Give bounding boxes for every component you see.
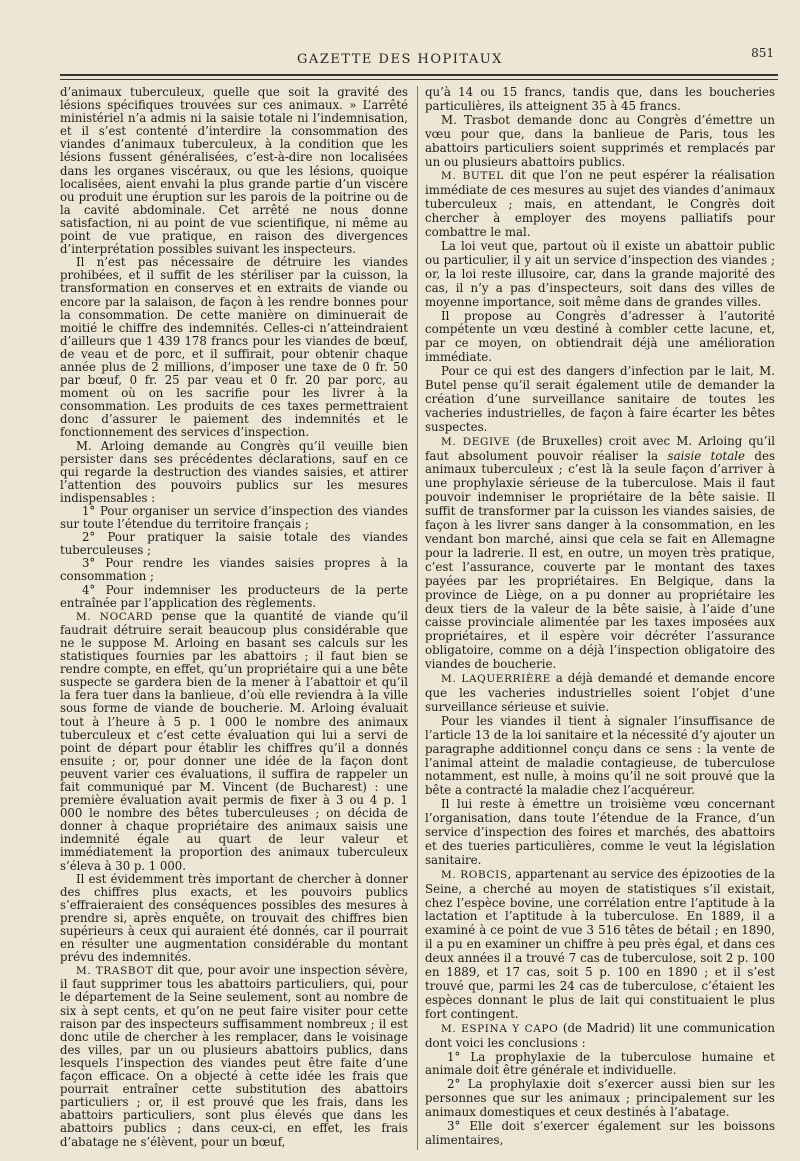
emphasis: saisie totale	[667, 448, 745, 463]
speaker-text: pense que la quantité de viande qu’il faudrait détruire serait beaucoup plus considérable que ne le suppose M. Arloing en basant ses calculs sur les statistiques fournies par les abattoirs ; il faut bien se rendre compte, en effet, qu’un propriétaire qui a une bête suspecte se gardera bien de la mener à l’abattoir et qu’il la fera tuer dans la banlieue, d’où elle reviendra à la ville sous forme de viande de boucherie. M. Arloing évaluait tout à l’heure à 5 p. 1 000 le nombre des animaux tuberculeux et c’est cette évaluation qui lui a servi de point de départ pour établir les chiffres qu’il a donnés ensuite ; or, pour donner une idée de la façon dont peuvent varier ces évaluations, il suffira de rappeler un fait communiqué par M. Vincent (de Bucharest) : une première évaluation avait permis de fixer à 3 ou 4 p. 1 000 le nombre des bêtes tuberculeuses ; on décida de donner à chaque propriétaire des animaux saisis une indemnité égale au quart de leur valeur et immédiatement la proportion des animaux tuberculeux s’éleva à 30 p. 1 000.	[60, 608, 408, 873]
list-item: 2° La prophylaxie doit s’exercer aussi bien sur les personnes que sur les animaux ; principalement sur les animaux domestiques et ceux destinés à l’abatage.	[425, 1077, 775, 1120]
paragraph: d’animaux tuberculeux, quelle que soit la gravité des lésions spécifiques trouvées sur ces animaux. » L’arrêté ministériel n’a admis ni la saisie totale ni l’indemnisation, et il s’est contenté d’interdire la consommation des viandes d’animaux tuberculeux, à la condition que les lésions fussent généralisées, c’est-à-dire non localisées dans les organes viscéraux, ou que les lésions, quoique localisées, aient envahi la plus grande partie d’un viscère ou produit une éruption sur les parois de la poitrine ou de la cavité abdominale. Cet arrêté ne nous donne satisfaction, ni au point de vue scientifique, ni même au point de vue pratique, en raison des divergences d’interprétation possibles suivant les inspecteurs.	[60, 85, 408, 257]
paragraph: Il n’est pas nécessaire de détruire les viandes prohibées, et il suffit de les stériliser par la cuisson, la transformation en conserves et en extraits de viande ou encore par la salaison, de façon à les rendre bonnes pour la consommation. De cette manière on diminuerait de moitié le chiffre des indemnités. Celles-ci n’atteindraient d’ailleurs que 1 439 178 francs pour les viandes de bœuf, de veau et de porc, et il suffirait, pour obtenir chaque année plus de 2 millions, d’imposer une taxe de 0 fr. 50 par bœuf, 0 fr. 25 par veau et 0 fr. 20 par porc, au moment où on les sacrifie pour les livrer à la consommation. Les produits de ces taxes permettraient donc d’assurer le paiement des indemnités et le fonctionnement des services d’inspection.	[60, 255, 408, 440]
speaker-paragraph	[425, 868, 775, 1022]
page-header	[0, 44, 800, 68]
speaker-paragraph	[425, 435, 775, 672]
paragraph: Pour ce qui est des dangers d’infection par le lait, M. Butel pense qu’il serait également utile de demander la création d’une surveillance sanitaire de toutes les vacheries industrielles, de façon à faire écarter les bêtes suspectes.	[425, 364, 775, 434]
paragraph: M. Trasbot demande donc au Congrès d’émettre un vœu pour que, dans la banlieue de Paris, tous les abattoirs particuliers soient supprimés et remplacés par un ou plusieurs abattoirs publics.	[425, 112, 775, 169]
speaker-name: M. ESPINA Y CAPO	[441, 1022, 559, 1035]
list-item: 1° La prophylaxie de la tuberculose humaine et animale doit être générale et individuelle.	[425, 1049, 775, 1078]
speaker-name: M. BUTEL	[441, 170, 504, 183]
speaker-text: a déjà demandé et demande encore que les vacheries industrielles soient l’objet d’une surveillance sérieuse et suivie.	[425, 671, 776, 714]
column-divider	[417, 86, 418, 1150]
paragraph: M. Arloing demande au Congrès qu’il veuille bien persister dans ses précédentes déclarations, sauf en ce qui regarde la destruction des viandes saisies, et attirer l’attention des pouvoirs publics sur les mesures indispensables :	[60, 438, 408, 505]
speaker-name: M. TRASBOT	[76, 965, 154, 978]
list-item: 4° Pour indemniser les producteurs de la perte entraînée par l’application des règlements.	[60, 582, 408, 610]
speaker-text: des animaux tuberculeux ; c’est là la seule façon d’arriver à une prophylaxie sérieuse de la tuberculose. Mais il faut pouvoir indemniser le propriétaire de la bête saisie. Il suffit de transformer par la cuisson les viandes saisies, de façon à les livrer sans danger à la consommation, en les vendant bon marché, ainsi que cela se fait en Allemagne pour la ladrerie. Il est, en outre, un moyen très pratique, c’est l’assurance, couverte par le montant des taxes payées par les propriétaires. En Belgique, dans la province de Liège, on a pu donner au propriétaire les deux tiers de la valeur de la bête saisie, à l’aide d’une caisse provinciale alimentée par les taxes imposées aux propriétaires, et il espère voir décréter l’assurance obligatoire, comme on a déjà l’inspection obligatoire des viandes de boucherie.	[425, 448, 776, 672]
list-item: 3° Elle doit s’exercer également sur les boissons alimentaires,	[425, 1119, 775, 1147]
speaker-name: M. DEGIVE	[441, 435, 511, 448]
running-title: GAZETTE DES HOPITAUX	[297, 52, 503, 67]
speaker-paragraph	[60, 610, 408, 873]
speaker-paragraph	[60, 964, 408, 1148]
list-item: 3° Pour rendre les viandes saisies propres à la consommation ;	[60, 556, 408, 584]
left-column	[60, 86, 408, 1149]
paragraph: La loi veut que, partout où il existe un abattoir public ou particulier, il y ait un service d’inspection des viandes ; or, la loi reste illusoire, car, dans la grande majorité des cas, il n’y a pas d’inspecteurs, soit dans des villes de moyenne importance, soit même dans de grandes villes.	[425, 238, 775, 309]
speaker-name: M. NOCARD	[76, 610, 154, 623]
header-rule-thin	[60, 79, 778, 80]
speaker-text: (de Madrid) lit une communication dont voici les conclusions :	[425, 1020, 775, 1050]
paragraph: Il est évidemment très important de chercher à donner des chiffres plus exacts, et les pouvoirs publics s’effraieraient des conséquences possibles des mesures à prendre si, après enquête, on trouvait des chiffres bien supérieurs à ceux qui auraient été donnés, car il pourrait en résulter une augmentation considérable du montant prévu des indemnités.	[60, 871, 408, 965]
paragraph: Il lui reste à émettre un troisième vœu concernant l’organisation, dans toute l’étendue de la France, d’un service d’inspection des foires et marchés, des abattoirs et des tueries particulières, comme le veut la législation sanitaire.	[425, 797, 775, 867]
list-item: 1° Pour organiser un service d’inspection des viandes sur toute l’étendue du territoire français ;	[60, 504, 408, 532]
speaker-paragraph	[425, 169, 775, 240]
speaker-text: dit que l’on ne peut espérer la réalisation immédiate de ces mesures au sujet des viandes d’animaux tuberculeux ; mais, en attendant, le Congrès doit chercher à employer des moyens palliatifs pour combattre le mal.	[425, 168, 775, 240]
speaker-name: M. ROBCIS	[441, 868, 508, 881]
speaker-text: (de Bruxelles) croit avec M. Arloing qu’il faut absolument pouvoir réaliser la	[425, 433, 775, 463]
speaker-paragraph	[425, 672, 775, 715]
header-rule-thick	[60, 74, 778, 76]
paragraph: qu’à 14 ou 15 francs, tandis que, dans les boucheries particulières, ils atteignent 35 à 45 francs.	[425, 85, 775, 113]
paragraph: Il propose au Congrès d’adresser à l’autorité compétente un vœu destiné à combler cette lacune, et, par ce moyen, on obtiendrait déjà une amélioration immédiate.	[425, 308, 775, 365]
page-number: 851	[751, 46, 774, 60]
list-item: 2° Pour pratiquer la saisie totale des viandes tuberculeuses ;	[60, 530, 408, 558]
speaker-text: , appartenant au service des épizooties de la Seine, a cherché au moyen de statistiques s’il existait, chez l’espèce bovine, une corrélation entre l’aptitude à la lactation et l’aptitude à la tuberculose. En 1889, il a examiné à ce point de vue 3 516 têtes de bétail ; en 1890, il a pu en examiner un chiffre à peu près égal, et dans ces deux années il a trouvé 7 cas de tuberculose, soit 2 p. 100 en 1889, et 17 cas, soit 5 p. 100 en 1890 ; et il s’est trouvé que, parmi les 24 cas de tuberculose, c’étaient les espèces donnant le plus de lait qui constituaient le plus fort contingent.	[425, 866, 775, 1021]
right-column	[425, 86, 775, 1148]
paragraph: Pour les viandes il tient à signaler l’insuffisance de l’article 13 de la loi sanitaire et la nécessité d’y ajouter un paragraphe additionnel conçu dans ce sens : la vente de l’animal atteint de maladie contagieuse, de tuberculose notamment, est nulle, à moins qu’il ne soit prouvé que la bête a contracté la maladie chez l’acquéreur.	[425, 713, 775, 798]
speaker-name: M. LAQUERRIÈRE	[441, 673, 551, 686]
speaker-paragraph	[425, 1022, 775, 1051]
speaker-text: dit que, pour avoir une inspection sévère, il faut supprimer tous les abattoirs particuliers, qui, pour le département de la Seine seulement, sont au nombre de six à sept cents, et qu’on ne peut faire visiter pour cette raison par des inspecteurs suffisamment nombreux ; il est donc utile de chercher à les remplacer, dans le voisinage des villes, par un ou plusieurs abattoirs publics, dans lesquels l’inspection des viandes peut être faite d’une façon efficace. On a objecté à cette idée les frais que pourrait entraîner cette substitution des abattoirs particuliers ; or, il est prouvé que les frais, dans les abattoirs particuliers, sont plus élevés que dans les abattoirs publics ; dans ceux-ci, en effet, les frais d’abatage ne s’élèvent, pour un bœuf,	[60, 963, 408, 1149]
